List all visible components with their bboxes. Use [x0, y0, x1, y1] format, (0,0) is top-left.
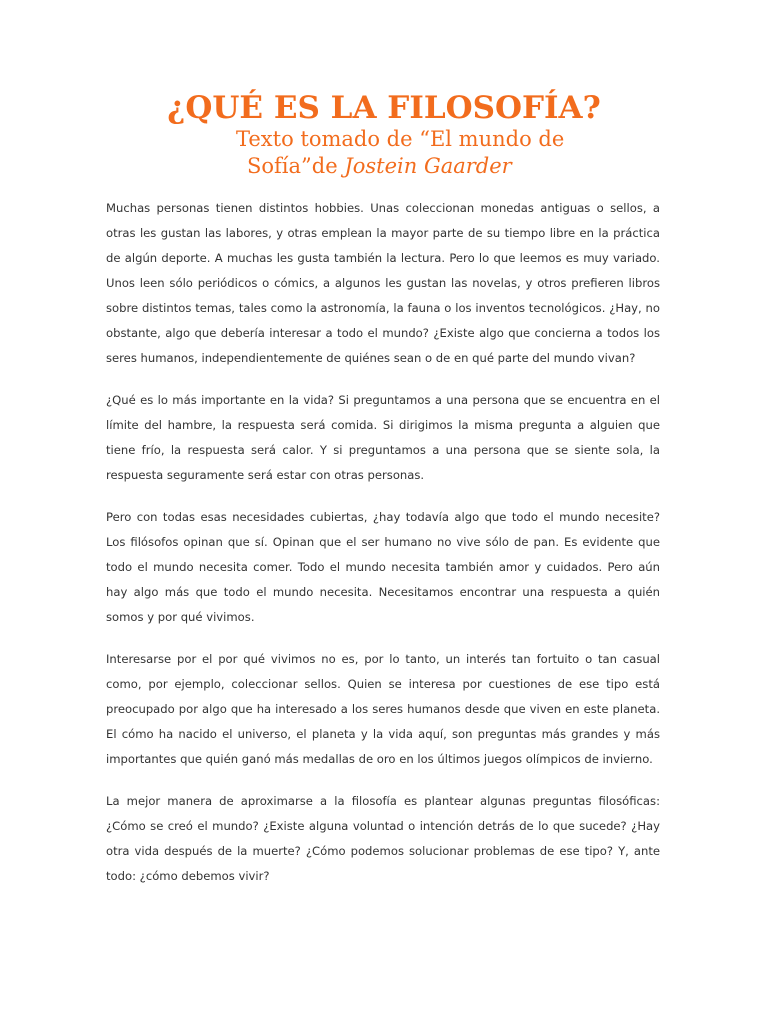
subtitle-author: Jostein Gaarder: [344, 154, 512, 178]
subtitle-line-1: Texto tomado de “El mundo de: [236, 127, 565, 151]
paragraph-4: Interesarse por el por qué vivimos no es, por lo tanto, un interés tan fortuito o tan casual como, por ejemplo, coleccionar sellos. Quien se interesa por cuestiones de ese tipo está preocupado por algo que ha interesado a los seres humanos desde que viven en este planeta. El cómo ha nacido el universo, el planeta y la vida aquí, son preguntas más grandes y más importantes que quién ganó más medallas de oro en los últimos juegos olímpicos de invierno.: [106, 652, 660, 766]
document-subtitle: [0, 126, 768, 180]
document-title: ¿QUÉ ES LA FILOSOFÍA?: [167, 90, 601, 126]
paragraph-1: Muchas personas tienen distintos hobbies. Unas coleccionan monedas antiguas o sellos, a otras les gustan las labores, y otras emplean la mayor parte de su tiempo libre en la práctica de algún deporte. A muchas les gusta también la lectura. Pero lo que leemos es muy variado. Unos leen sólo periódicos o cómics, a algunos les gustan las novelas, y otros prefieren libros sobre distintos temas, tales como la astronomía, la fauna o los inventos tecnológicos. ¿Hay, no obstante, algo que debería interesar a todo el mundo? ¿Existe algo que concierna a todos los seres humanos, independientemente de quiénes sean o de en qué parte del mundo vivan?: [106, 201, 660, 365]
subtitle-source-title: Sofía”de: [247, 154, 345, 178]
paragraph-3: Pero con todas esas necesidades cubiertas, ¿hay todavía algo que todo el mundo necesite? Los filósofos opinan que sí. Opinan que el ser humano no vive sólo de pan. Es evidente que todo el mundo necesita comer. Todo el mundo necesita también amor y cuidados. Pero aún hay algo más que todo el mundo necesita. Necesitamos encontrar una respuesta a quién somos y por qué vivimos.: [106, 510, 660, 624]
subtitle-line-2: [0, 153, 768, 180]
paragraph-5: La mejor manera de aproximarse a la filosofía es plantear algunas preguntas filosóficas: ¿Cómo se creó el mundo? ¿Existe alguna voluntad o intención detrás de lo que sucede? ¿Hay otra vida después de la muerte? ¿Cómo podemos solucionar problemas de ese tipo? Y, ante todo: ¿cómo debemos vivir?: [106, 794, 660, 883]
paragraph-2: ¿Qué es lo más importante en la vida? Si preguntamos a una persona que se encuentra en el límite del hambre, la respuesta será comida. Si dirigimos la misma pregunta a alguien que tiene frío, la respuesta será calor. Y si preguntamos a una persona que se siente sola, la respuesta seguramente será estar con otras personas.: [106, 393, 660, 482]
document-body: [106, 196, 660, 906]
